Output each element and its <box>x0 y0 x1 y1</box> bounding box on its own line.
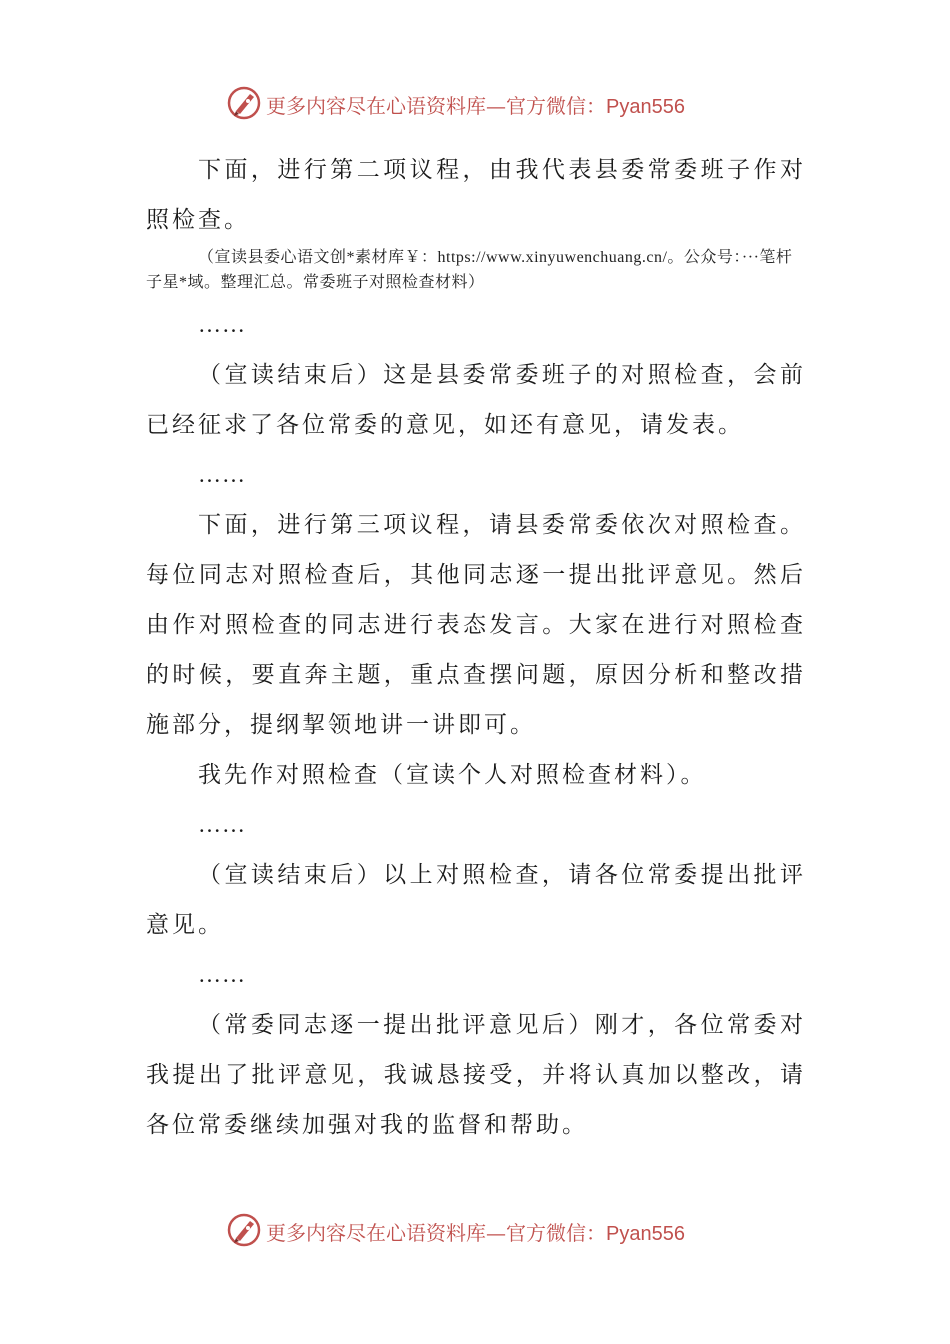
paragraph: （常委同志逐一提出批评意见后）刚才，各位常委对我提出了批评意见，我诚恳接受，并将认真加以整改，请各位常委继续加强对我的监督和帮助。 <box>146 1012 806 1138</box>
pen-logo-icon <box>226 1212 262 1248</box>
ellipsis: …… <box>198 462 246 487</box>
paragraph: 下面，进行第二项议程，由我代表县委常委班子作对照检查。 <box>146 157 806 233</box>
ellipsis: …… <box>198 812 246 837</box>
paragraph: 我先作对照检查（宣读个人对照检查材料）。 <box>198 762 707 788</box>
header-banner <box>0 83 950 123</box>
footer-banner-text: 更多内容尽在心语资料库—官方微信：Pyan556 <box>266 1221 685 1245</box>
paragraph: 下面，进行第三项议程，请县委常委依次对照检查。每位同志对照检查后，其他同志逐一提出批评意见。然后由作对照检查的同志进行表态发言。大家在进行对照检查的时候，要直奔主题，重点查摆问题，原因分析和整改措施部分，提纲挈领地讲一讲即可。 <box>146 512 806 738</box>
pen-logo-icon <box>226 85 262 121</box>
header-banner-text: 更多内容尽在心语资料库—官方微信：Pyan556 <box>266 94 685 118</box>
footer-banner <box>0 1210 950 1250</box>
watermark-note: （宣读县委心语文创*素材库￥：https://www.xinyuwenchuang.cn/。公众号：···笔杆子星*域。整理汇总。常委班子对照检查材料） <box>146 249 793 291</box>
ellipsis: …… <box>198 962 246 987</box>
document-body <box>146 145 806 1150</box>
paragraph: （宣读结束后）这是县委常委班子的对照检查，会前已经征求了各位常委的意见，如还有意见，请发表。 <box>146 362 806 438</box>
paragraph: （宣读结束后）以上对照检查，请各位常委提出批评意见。 <box>146 862 806 938</box>
ellipsis: …… <box>198 312 246 337</box>
